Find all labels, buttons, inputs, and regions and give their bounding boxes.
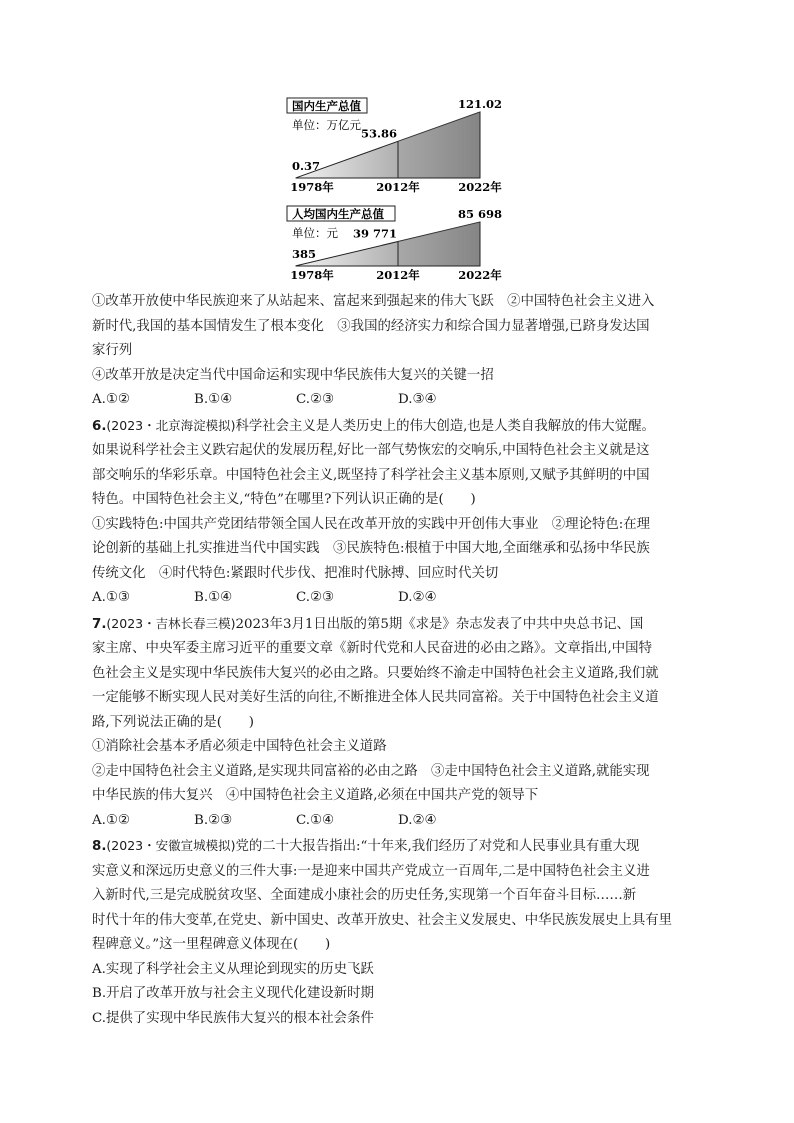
q7-line: 色社会主义是实现中华民族伟大复兴的必由之路。只要始终不渝走中国特色社会主义道路,我们就	[92, 665, 659, 681]
per-capita-tick-2012: 2012年	[376, 268, 420, 282]
per-capita-gdp-chart-svg	[284, 204, 524, 288]
question-8	[92, 834, 702, 1031]
q6-option-a[interactable]: A.①③	[92, 590, 130, 605]
q7-line: 中华民族的伟大复兴 ④中国特色社会主义道路,必须在中国共产党的领导下	[92, 788, 539, 803]
q5-line: ④改革开放是决定当代中国命运和实现中华民族伟大复兴的关键一招	[92, 367, 494, 383]
q6-number: 6.	[92, 418, 107, 434]
q7-number: 7.	[92, 616, 107, 632]
q5-option-d[interactable]: D.③④	[398, 392, 437, 407]
q7-option-c[interactable]: C.①④	[296, 812, 335, 828]
q8-option-a[interactable]: A.实现了科学社会主义从理论到现实的历史飞跃	[92, 961, 374, 977]
gdp-value-label-2012: 53.86	[360, 126, 397, 141]
q6-line: 特色。中国特色社会主义,“特色”在哪里?下列认识正确的是( )	[92, 492, 476, 507]
q7-source: (2023・吉林长春三模)	[106, 615, 236, 631]
q8-line: 入新时代,三是完成脱贫攻坚、全面建成小康社会的历史任务,实现第一个百年奋斗目标……新	[92, 888, 637, 903]
q8-option-c[interactable]: C.提供了实现中华民族伟大复兴的根本社会条件	[92, 1010, 374, 1026]
q6-line: 部交响乐的华彩乐章。中国特色社会主义,既坚持了科学社会主义基本原则,又赋予其鲜明的中国	[92, 467, 650, 483]
gdp-chart-svg	[284, 96, 524, 202]
q5-option-a[interactable]: A.①②	[92, 392, 130, 407]
q6-line: 如果说科学社会主义跌宕起伏的发展历程,好比一部气势恢宏的交响乐,中国特色社会主义就是这	[92, 443, 650, 458]
per-capita-title: 人均国内生产总值	[292, 207, 384, 221]
q5-line: 新时代,我国的基本国情发生了根本变化 ③我国的经济实力和综合国力显著增强,已跻身发达国	[92, 318, 650, 334]
per-capita-unit: 单位：元	[292, 226, 338, 240]
c2-segment	[398, 222, 480, 266]
q7-option-b[interactable]: B.②③	[194, 812, 233, 828]
q8-stem-line	[92, 834, 702, 860]
question-content	[92, 290, 702, 1031]
q8-text: 党的二十大报告指出:“十年来,我们经历了对党和人民事业具有重大现	[235, 839, 640, 854]
q6-option-c[interactable]: C.②③	[296, 590, 335, 605]
q7-line: ②走中国特色社会主义道路,是实现共同富裕的必由之路 ③走中国特色社会主义道路,就能实现	[92, 763, 650, 779]
q8-source: (2023・安徽宣城模拟)	[106, 838, 236, 853]
q8-line: 时代十年的伟大变革,在党史、新中国史、改革开放史、社会主义发展史、中华民族发展史上具有里	[92, 912, 673, 928]
per-capita-value-label-1978: 385	[292, 247, 317, 261]
q6-text: 科学社会主义是人类历史上的伟大创造,也是人类自我解放的伟大觉醒。	[235, 418, 655, 434]
q7-line: 路,下列说法正确的是( )	[92, 714, 255, 730]
question-6	[92, 414, 702, 611]
q5-option-c[interactable]: C.②③	[296, 392, 335, 407]
q8-line: 程碑意义。”这一里程碑意义体现在( )	[92, 937, 331, 952]
q8-number: 8.	[92, 839, 107, 854]
q5-line: ①改革开放使中华民族迎来了从站起来、富起来到强起来的伟大飞跃 ②中国特色社会主义进入	[92, 294, 655, 309]
per-capita-value-label-2012: 39 771	[352, 226, 397, 241]
q7-text: 2023年3月1日出版的第5期《求是》杂志发表了中共中央总书记、国	[235, 616, 644, 632]
q6-option-b[interactable]: B.①④	[194, 590, 233, 605]
gdp-tick-1978: 1978年	[290, 180, 334, 194]
q6-source: (2023・北京海淀模拟)	[106, 417, 236, 433]
per-capita-gdp-chart	[284, 204, 524, 288]
gdp-title: 国内生产总值	[292, 99, 361, 113]
question-5	[92, 290, 702, 413]
gdp-tick-2022: 2022年	[458, 180, 502, 194]
per-capita-tick-1978: 1978年	[290, 268, 334, 282]
q5-line: 家行列	[92, 343, 133, 358]
q6-stem-line	[92, 414, 702, 440]
q5-option-b[interactable]: B.①④	[194, 392, 233, 407]
q7-options	[92, 809, 702, 834]
q7-option-a[interactable]: A.①②	[92, 812, 130, 828]
q7-line: 家主席、中央军委主席习近平的重要文章《新时代党和人民奋进的必由之路》。文章指出,中国特	[92, 641, 652, 656]
q7-line: 一定能够不断实现人民对美好生活的向往,不断推进全体人民共同富裕。关于中国特色社会主义道	[92, 690, 659, 705]
gdp-chart	[284, 96, 524, 202]
gdp-value-label-2022: 121.02	[457, 97, 503, 111]
q7-option-d[interactable]: D.②④	[398, 812, 437, 828]
q6-option-d[interactable]: D.②④	[398, 590, 437, 605]
q6-line: 论创新的基础上扎实推进当代中国实践 ③民族特色:根植于中国大地,全面继承和弘扬中华民族	[92, 541, 650, 556]
q8-line: 实意义和深远历史意义的三件大事:一是迎来中国共产党成立一百周年,二是中国特色社会主义进	[92, 863, 650, 879]
c1-segment	[398, 112, 480, 178]
q6-line: ①实践特色:中国共产党团结带领全国人民在改革开放的实践中开创伟大事业 ②理论特色:在理	[92, 516, 651, 532]
q6-line: 传统文化 ④时代特色:紧跟时代步伐、把准时代脉搏、回应时代关切	[92, 565, 499, 581]
q7-stem-line	[92, 612, 702, 638]
gdp-tick-2012: 2012年	[376, 180, 420, 194]
q7-line: ①消除社会基本矛盾必须走中国特色社会主义道路	[92, 739, 387, 754]
q8-option-b[interactable]: B.开启了改革开放与社会主义现代化建设新时期	[92, 986, 374, 1001]
question-7	[92, 612, 702, 834]
per-capita-value-label-2022: 85 698	[457, 207, 503, 221]
gdp-value-label-1978: 0.37	[292, 159, 321, 173]
per-capita-tick-2022: 2022年	[458, 268, 502, 282]
gdp-unit: 单位：万亿元	[292, 118, 361, 132]
q6-options	[92, 586, 702, 611]
q5-options	[92, 388, 702, 413]
